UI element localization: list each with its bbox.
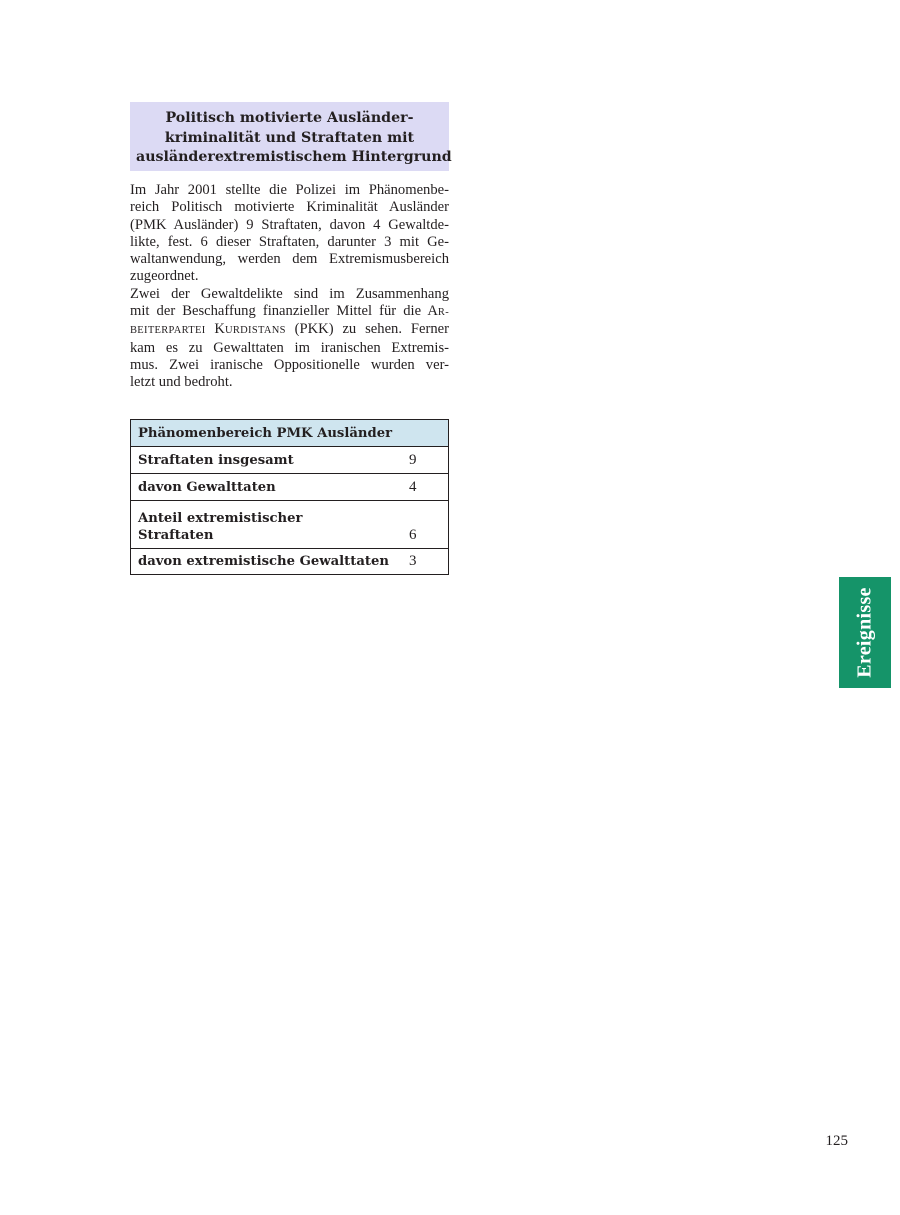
paragraph-1-line: (PMK Ausländer) 9 Straftaten, davon 4 Gewaltde- (130, 216, 449, 233)
paragraph-1-line: Im Jahr 2001 stellte die Polizei im Phänomenbe- (130, 182, 449, 198)
paragraph-2-line (130, 321, 449, 339)
table-row (131, 501, 449, 549)
paragraph-1-line: zugeordnet. (130, 268, 199, 285)
table-row-value: 9 (405, 447, 449, 474)
paragraph-2-line (130, 303, 449, 321)
page-number: 125 (825, 1133, 848, 1149)
paragraph-1-line: reich Politisch motivierte Kriminalität Ausländer (130, 199, 449, 216)
table-row-label: Straftaten insgesamt (131, 447, 406, 474)
section-side-tab (839, 577, 891, 688)
table-row-label: davon Gewalttaten (131, 474, 406, 501)
side-tab-label: Ereignisse (853, 587, 876, 678)
paragraph-2-line: kam es zu Gewalttaten im iranischen Extremis- (130, 339, 449, 356)
section-heading (130, 102, 452, 171)
table-row (131, 474, 449, 501)
section-heading-line-3: ausländerextremistischem Hintergrund (136, 149, 452, 165)
table-row-value: 3 (405, 549, 449, 575)
table-row-value: 4 (405, 474, 449, 501)
paragraph-1-line: waltanwendung, werden dem Extremismusbereich (130, 251, 449, 268)
table-row (131, 549, 449, 575)
table-row-label (131, 501, 406, 549)
small-caps-text: URDISTANS (224, 325, 286, 337)
paragraph-2-line: letzt und bedroht. (130, 374, 233, 391)
statistics-table (130, 419, 449, 575)
table-row-label-line-2: Straftaten (138, 528, 214, 543)
table-row-label-line-1: Anteil extremistischer (138, 511, 303, 526)
paragraph-1-line: likte, fest. 6 dieser Straftaten, darunter 3 mit Ge- (130, 233, 449, 250)
paragraph-2-line: mus. Zwei iranische Oppositionelle wurden ver- (130, 356, 449, 373)
section-heading-line-1: Politisch motivierte Ausländer- (165, 110, 414, 126)
section-heading-line-2: kriminalität und Straftaten mit (164, 129, 415, 146)
table-row-label: davon extremistische Gewalttaten (131, 549, 406, 575)
body-text (130, 182, 449, 392)
small-caps-text: R- (437, 307, 449, 319)
small-caps-text: BEITERPARTEI (130, 325, 206, 337)
paragraph-2-line: Zwei der Gewaltdelikte sind im Zusammenhang (130, 285, 449, 302)
table-row (131, 447, 449, 474)
paragraph-2-text: (PKK) zu sehen. Ferner (285, 321, 449, 338)
table-row-value: 6 (405, 501, 449, 549)
paragraph-2-text: mit der Beschaffung finanzieller Mittel für die A (130, 303, 438, 320)
table-header-row (131, 420, 449, 447)
table-header: Phänomenbereich PMK Ausländer (131, 420, 449, 447)
paragraph-2-text: K (205, 321, 225, 338)
